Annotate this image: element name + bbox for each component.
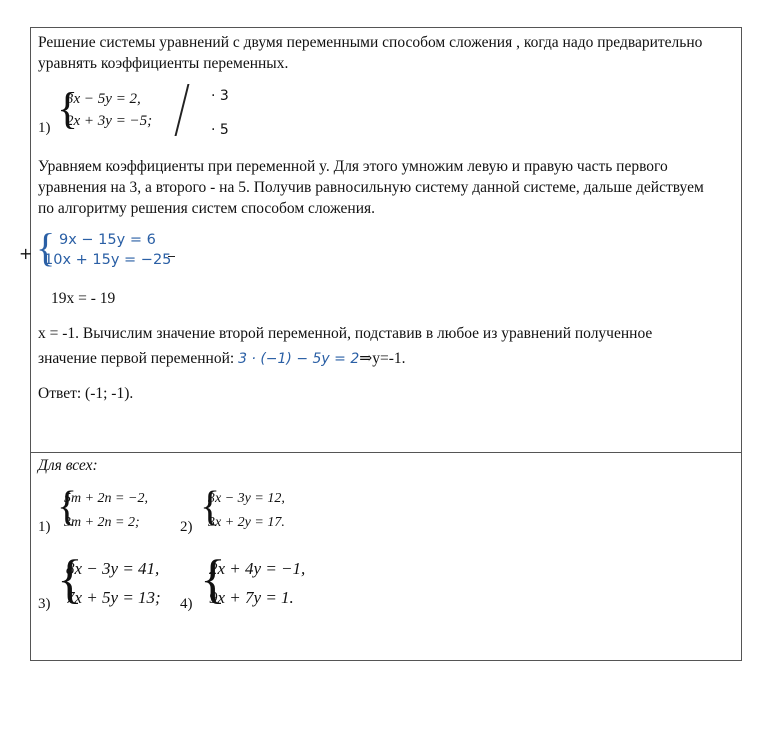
section-divider	[30, 452, 742, 453]
underscore-mark	[168, 256, 175, 257]
exercise-4-brace: {	[200, 549, 226, 609]
intro-line-1: Решение системы уравнений с двумя переменными способом сложения , когда надо предварительно	[38, 34, 703, 51]
example-eq-2: 2x + 3y = −5;	[66, 113, 153, 129]
substitution-line-1: x = -1. Вычислим значение второй переменной, подставив в любое из уравнений полученное	[38, 325, 653, 342]
substitution-line-2	[38, 348, 406, 371]
exercise-4-label: 4)	[180, 596, 193, 612]
substitution-prefix: значение первой переменной:	[38, 350, 239, 367]
example-eq-1: 3x − 5y = 2,	[66, 91, 141, 107]
explanation-line-3: по алгоритму решения систем способом сложения.	[38, 200, 375, 217]
multiplier-1: · 3	[211, 88, 229, 104]
exercise-1-eq-1: 5m + 2n = −2,	[64, 491, 148, 506]
scaled-system	[44, 230, 171, 270]
exercise-3-label: 3)	[38, 596, 51, 612]
exercise-3-brace: {	[57, 549, 83, 609]
sum-result: 19x = - 19	[51, 290, 116, 307]
exercise-2-system	[208, 487, 285, 535]
exercise-3-system	[66, 554, 161, 612]
exercise-3-eq-1: 8x − 3y = 41,	[66, 559, 160, 578]
intro-line-2: уравнять коэффициенты переменных.	[38, 55, 289, 72]
example-system	[66, 88, 152, 132]
exercise-4-eq-2: 9x + 7y = 1.	[209, 588, 294, 607]
exercise-1-system	[64, 487, 148, 535]
exercise-2-label: 2)	[180, 519, 193, 535]
answer: Ответ: (-1; -1).	[38, 385, 134, 402]
explanation-line-1: Уравняем коэффициенты при переменной y. Для этого умножим левую и правую часть первого	[38, 158, 668, 175]
exercise-4-system	[209, 554, 305, 612]
exercise-1-eq-2: 3m + 2n = 2;	[64, 515, 140, 530]
exercise-2-eq-2: 3x + 2y = 17.	[208, 515, 285, 530]
substitution-formula: 3 · (−1) − 5y = 2	[238, 351, 360, 367]
example-number: 1)	[38, 120, 51, 136]
exercises-heading: Для всех:	[38, 457, 98, 474]
substitution-suffix: ⇒y=-1.	[359, 350, 406, 367]
exercise-1-brace: {	[57, 484, 78, 530]
exercise-1-label: 1)	[38, 519, 51, 535]
exercise-4-eq-1: 2x + 4y = −1,	[209, 559, 306, 578]
example-brace: {	[57, 84, 79, 133]
exercise-2-eq-1: 3x − 3y = 12,	[208, 491, 285, 506]
exercise-2-brace: {	[200, 484, 221, 530]
multiplier-2: · 5	[211, 122, 229, 138]
scaled-brace: {	[36, 225, 56, 270]
scaled-eq-1: 9x − 15y = 6	[59, 232, 156, 248]
plus-sign: +	[19, 244, 33, 263]
explanation-line-2: уравнения на 3, а второго - на 5. Получив равносильную систему данной системе, дальше действуем	[38, 179, 704, 196]
exercise-3-eq-2: 7x + 5y = 13;	[66, 588, 161, 607]
scaled-eq-2: 10x + 15y = −25	[44, 252, 172, 268]
